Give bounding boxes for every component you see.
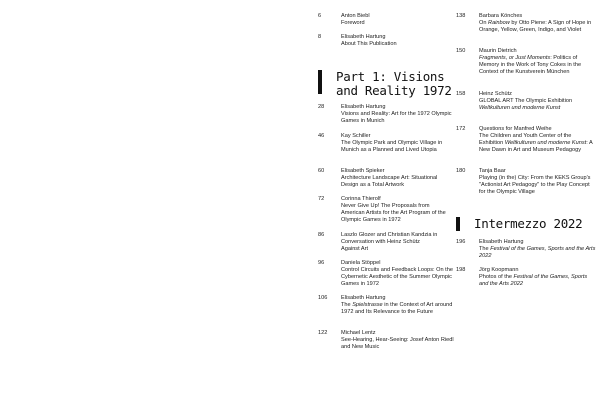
entry-title: Fragments, or Just Moments: Politics of Memory in the Work of Tony Cokes in the Context of the Kunstverein München: [479, 55, 582, 76]
entry-author: Elisabeth Hartung: [479, 239, 524, 245]
page-number: 172: [456, 126, 466, 132]
entry-title: The Children and Youth Center of the Exhibition Weltkulturen und moderne Kunst: A New Dawn in Art and Museum Pedagogy: [479, 133, 593, 154]
entry-author: Elisabeth Hartung: [341, 295, 386, 301]
entry-author: Tanja Baar: [479, 168, 506, 174]
entry-title: About This Publication: [341, 41, 397, 48]
entry-title: The Festival of the Games, Sports and the Arts 2022: [479, 246, 596, 260]
page-number: 198: [456, 267, 466, 273]
entry-title: The Spielstrasse in the Context of Art around 1972 and Its Relevance to the Future: [341, 302, 453, 316]
page-number: 72: [318, 196, 325, 202]
page-number: 6: [318, 13, 322, 19]
page-number: 96: [318, 260, 325, 266]
page-number: 28: [318, 104, 325, 110]
entry-title: Foreword: [341, 20, 365, 27]
page-number: 158: [456, 91, 466, 97]
section-marker-bar: [318, 70, 322, 94]
entry-author: Elisabeth Hartung: [341, 34, 386, 40]
page-number: 122: [318, 330, 328, 336]
entry-title: Playing (in the) City: From the KEKS Group's "Actionist Art Pedagogy" to the Play Concept for the Olympic Village: [479, 175, 591, 196]
entry-author: Maurin Dietrich: [479, 48, 517, 54]
section-title: [336, 70, 452, 98]
section-title-line-1: Part 1: Visions: [336, 69, 445, 84]
entry-author: Anton Biebl: [341, 13, 370, 19]
page-number: 150: [456, 48, 466, 54]
entry-title: Visions and Reality: Art for the 1972 Olympic Games in Munich: [341, 111, 452, 125]
entry-title: Photos of the Festival of the Games, Sports and the Arts 2022: [479, 274, 588, 288]
page-number: 180: [456, 168, 466, 174]
entry-title: See-Hearing, Hear-Seeing: Josef Anton Riedl and New Music: [341, 337, 454, 351]
section-title-line-2: and Reality 1972: [336, 83, 452, 98]
entry-title: Against Art: [341, 246, 369, 253]
entry-author: Kay Schiller: [341, 133, 371, 139]
entry-author: Elisabeth Spieker: [341, 168, 385, 174]
section-title: Intermezzo 2022: [474, 216, 583, 231]
entry-author: Heinz Schütz: [479, 91, 512, 97]
section-marker-bar: [456, 217, 460, 231]
section-heading-intermezzo: [456, 217, 596, 231]
page-number: 106: [318, 295, 328, 301]
entry-author: Jörg Koopmann: [479, 267, 519, 273]
entry-author: Daniela Stöppel: [341, 260, 381, 266]
entry-author: Barbara Könches: [479, 13, 523, 19]
entry-author: Corinna Thierolf: [341, 196, 381, 202]
entry-title: GLOBAL ART The Olympic Exhibition Weltkulturen und moderne Kunst: [479, 98, 573, 112]
entry-title: On Rainbow by Otto Piene: A Sign of Hope in Orange, Yellow, Green, Indigo, and Violet: [479, 20, 592, 34]
entry-title: The Olympic Park and Olympic Village in Munich as a Planned and Lived Utopia: [341, 140, 443, 154]
entry-author: Questions for Manfred Weihe: [479, 126, 552, 132]
entry-title: Architecture Landscape Art: Situational Design as a Total Artwork: [341, 175, 438, 189]
page-number: 46: [318, 133, 325, 139]
entry-title: Never Give Up! The Proposals from American Artists for the Art Program of the Olympic Games in 1972: [341, 203, 446, 224]
page-number: 8: [318, 34, 322, 40]
entry-author: Laszlo Glozer and Christian Kandzia in Conversation with Heinz Schütz: [341, 232, 438, 246]
section-heading-part-1: [318, 70, 454, 98]
entry-author: Michael Lentz: [341, 330, 376, 336]
entry-title: Control Circuits and Feedback Loops: On the Cybernetic Aesthetic of the Summer Olympic Games in 1972: [341, 267, 453, 288]
entry-author: Elisabeth Hartung: [341, 104, 386, 110]
page-number: 138: [456, 13, 466, 19]
page-number: 86: [318, 232, 325, 238]
page-number: 60: [318, 168, 325, 174]
page-number: 196: [456, 239, 466, 245]
